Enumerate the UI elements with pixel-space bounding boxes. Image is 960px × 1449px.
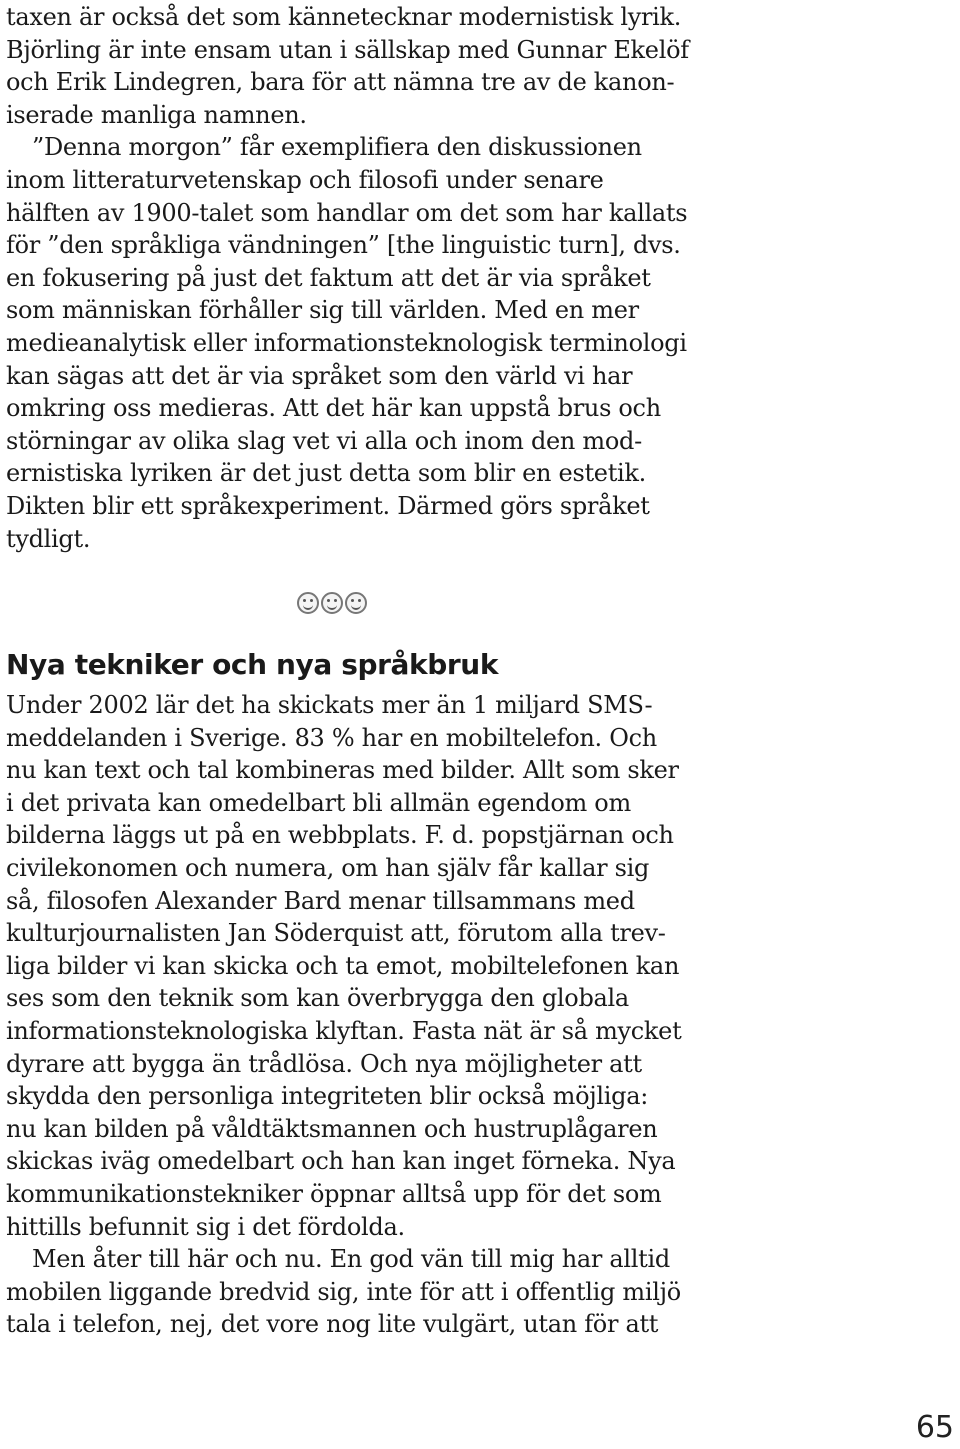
text-line: mobilen liggande bredvid sig, inte för att i offentlig miljö <box>6 1277 681 1306</box>
text-section-1 <box>6 1 689 555</box>
text-line: omkring oss medieras. Att det här kan uppstå brus och <box>6 394 661 423</box>
text-line: bilderna läggs ut på en webbplats. F. d. popstjärnan och <box>6 821 674 850</box>
text-line: nu kan text och tal kombineras med bilder. Allt som sker <box>6 756 679 785</box>
text-section-2 <box>6 689 681 1341</box>
text-line: ses som den teknik som kan överbrygga den globala <box>6 984 629 1013</box>
text-line: hälften av 1900-talet som handlar om det som har kallats <box>6 198 688 227</box>
text-line: störningar av olika slag vet vi alla och inom den mod- <box>6 426 642 455</box>
text-line: inom litteraturvetenskap och filosofi under senare <box>6 165 604 194</box>
text-line: nu kan bilden på våldtäktsmannen och hustruplågaren <box>6 1114 658 1143</box>
text-line: medieanalytisk eller informationsteknologisk terminologi <box>6 328 687 357</box>
text-line: dyrare att bygga än trådlösa. Och nya möjligheter att <box>6 1049 642 1078</box>
text-line: kulturjournalisten Jan Söderquist att, förutom alla trev- <box>6 919 666 948</box>
text-line: hittills befunnit sig i det fördolda. <box>6 1212 405 1241</box>
text-line: för ”den språkliga vändningen” [the linguistic turn], dvs. <box>6 231 681 260</box>
text-line: Men åter till här och nu. En god vän till mig har alltid <box>32 1245 670 1274</box>
text-line: skickas iväg omedelbart och han kan inget förneka. Nya <box>6 1147 676 1176</box>
section-divider <box>297 592 367 614</box>
text-line: i det privata kan omedelbart bli allmän egendom om <box>6 788 631 817</box>
page-number: 65 <box>915 1410 954 1445</box>
text-line: taxen är också det som kännetecknar modernistisk lyrik. <box>6 3 682 31</box>
text-line: kommunikationstekniker öppnar alltså upp för det som <box>6 1179 662 1208</box>
text-line: ”Denna morgon” får exemplifiera den diskussionen <box>32 133 642 162</box>
text-line: och Erik Lindegren, bara för att nämna tre av de kanon- <box>6 68 675 97</box>
text-line: ernistiska lyriken är det just detta som blir en estetik. <box>6 459 647 488</box>
text-line: civilekonomen och numera, om han själv får kallar sig <box>6 853 650 882</box>
text-line: informationsteknologiska klyftan. Fasta nät är så mycket <box>6 1016 682 1045</box>
section-heading: Nya tekniker och nya språkbruk <box>6 648 499 681</box>
text-line: Under 2002 lär det ha skickats mer än 1 miljard SMS- <box>6 691 653 719</box>
text-line: en fokusering på just det faktum att det är via språket <box>6 263 651 292</box>
text-line: kan sägas att det är via språket som den värld vi har <box>6 361 633 390</box>
text-line: Dikten blir ett språkexperiment. Därmed görs språket <box>6 491 650 520</box>
text-line: iserade manliga namnen. <box>6 100 307 129</box>
text-line: så, filosofen Alexander Bard menar tillsammans med <box>6 886 635 915</box>
smiley-icon <box>321 592 343 614</box>
text-line: som människan förhåller sig till världen. Med en mer <box>6 296 639 325</box>
text-line: tydligt. <box>6 524 91 553</box>
text-line: skydda den personliga integriteten blir också möjliga: <box>6 1082 648 1111</box>
text-line: liga bilder vi kan skicka och ta emot, mobiltelefonen kan <box>6 951 680 980</box>
text-line: meddelanden i Sverige. 83 % har en mobiltelefon. Och <box>6 723 657 752</box>
text-line: Björling är inte ensam utan i sällskap med Gunnar Ekelöf <box>6 35 689 64</box>
text-line: tala i telefon, nej, det vore nog lite vulgärt, utan för att <box>6 1310 659 1339</box>
smiley-icon <box>345 592 367 614</box>
smiley-icon <box>297 592 319 614</box>
